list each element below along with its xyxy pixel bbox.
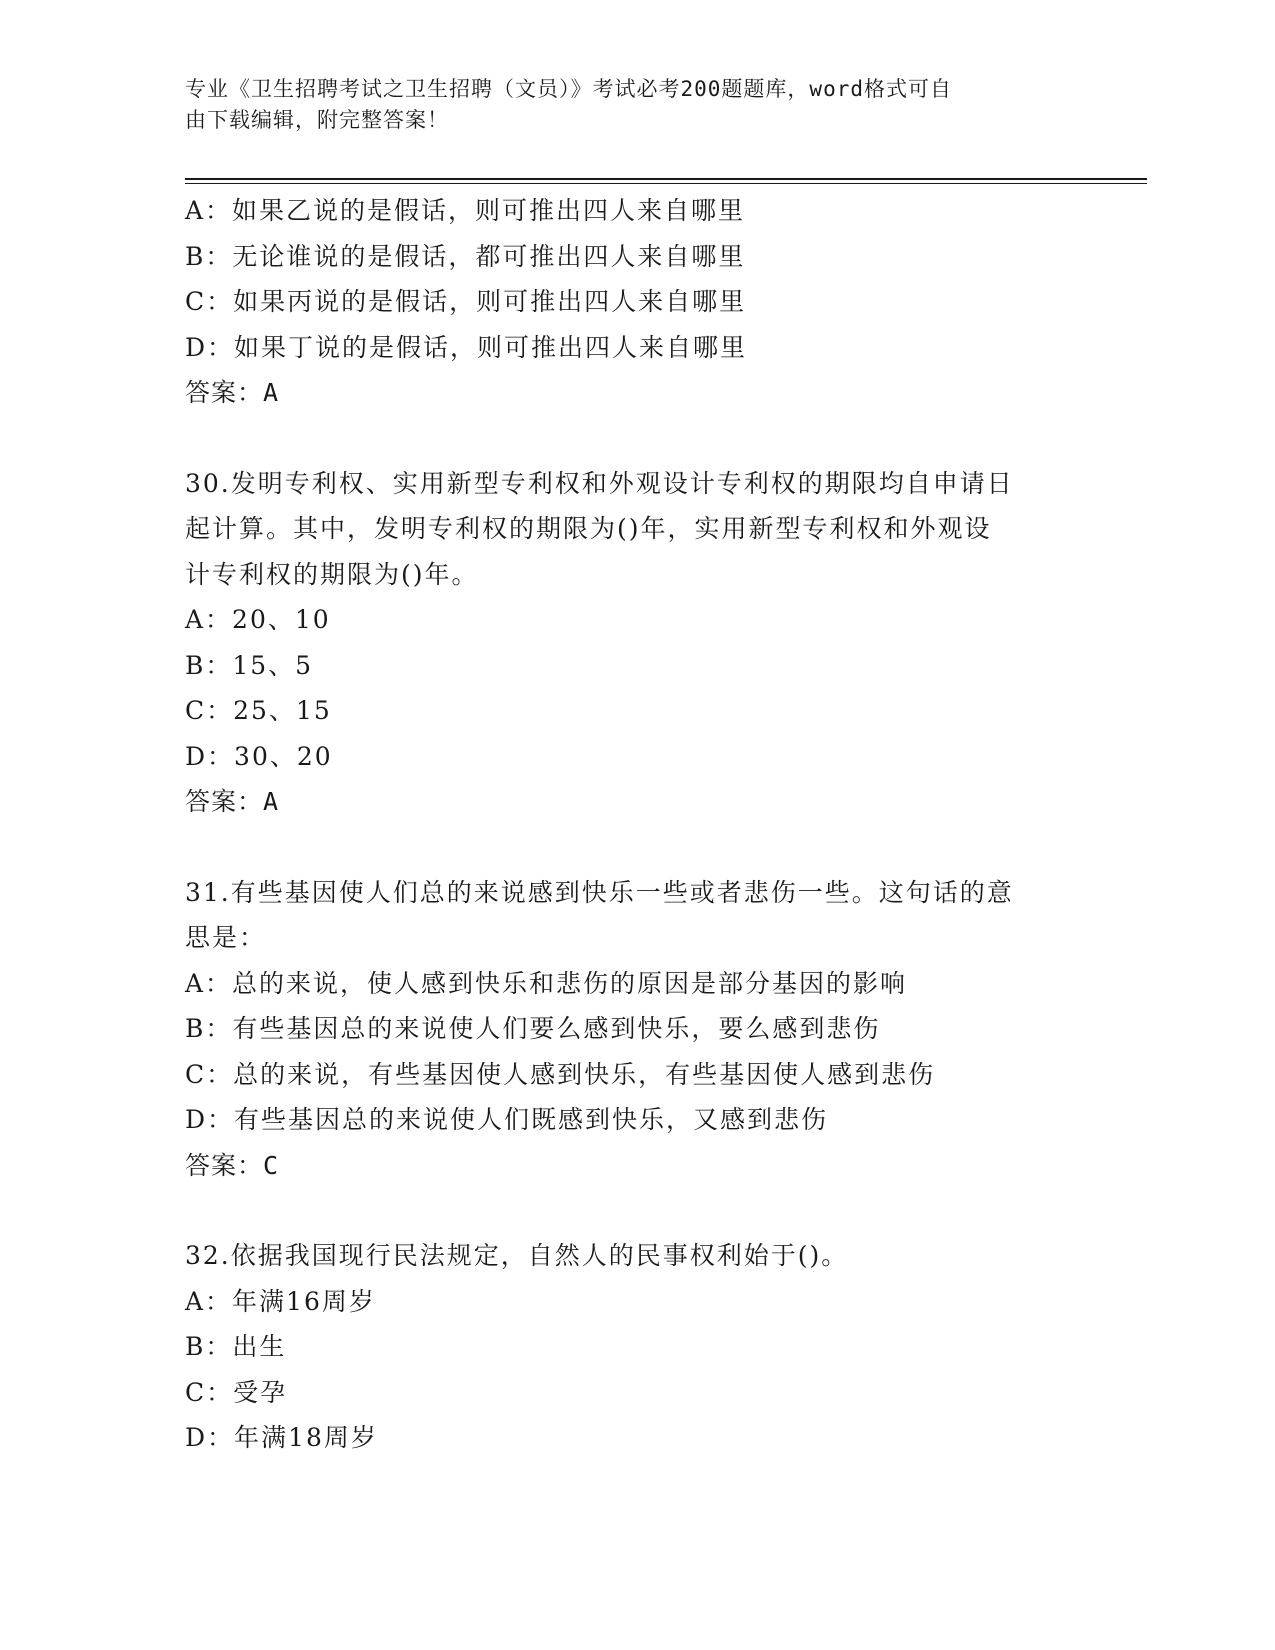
document-header [185, 74, 1085, 136]
question-31 [185, 870, 1085, 1189]
header-line-2: 由下载编辑，附完整答案！ [185, 108, 449, 132]
option-a: A：如果乙说的是假话，则可推出四人来自哪里 [185, 196, 746, 225]
question-list [185, 188, 1085, 1461]
option-b: B：15、5 [185, 650, 314, 680]
option-a: A：20、10 [185, 605, 331, 634]
option-c: C：总的来说，有些基因使人感到快乐，有些基因使人感到悲伤 [185, 1059, 936, 1089]
header-divider-thick [185, 178, 1147, 180]
answer-text: 答案：A [185, 787, 280, 816]
option-a: A：总的来说，使人感到快乐和悲伤的原因是部分基因的影响 [185, 968, 908, 998]
question-stem-line: 计专利权的期限为()年。 [185, 559, 479, 589]
question-stem-line: 起计算。其中，发明专利权的期限为()年，实用新型专利权和外观设 [185, 514, 992, 543]
answer-text: 答案：C [185, 1150, 280, 1180]
question-32 [185, 1233, 1085, 1461]
question-30 [185, 461, 1085, 825]
option-c: C：受孕 [185, 1377, 288, 1407]
option-d: D：30、20 [185, 741, 333, 771]
answer-text: 答案：A [185, 378, 280, 407]
option-c: C：如果丙说的是假话，则可推出四人来自哪里 [185, 287, 747, 316]
question-spacer [185, 825, 1085, 870]
header-divider-thin [185, 183, 1147, 184]
question-29 [185, 188, 1085, 416]
question-stem-line: 思是： [185, 923, 267, 952]
option-b: B：有些基因总的来说使人们要么感到快乐，要么感到悲伤 [185, 1014, 881, 1043]
option-d: D：有些基因总的来说使人们既感到快乐，又感到悲伤 [185, 1105, 829, 1134]
option-b: B：无论谁说的是假话，都可推出四人来自哪里 [185, 241, 746, 271]
question-stem-line: 30.发明专利权、实用新型专利权和外观设计专利权的期限均自申请日 [185, 468, 1014, 498]
option-d: D：年满18周岁 [185, 1423, 378, 1452]
question-stem-line: 32.依据我国现行民法规定，自然人的民事权利始于()。 [185, 1241, 849, 1270]
option-a: A：年满16周岁 [185, 1286, 376, 1316]
question-stem-line: 31.有些基因使人们总的来说感到快乐一些或者悲伤一些。这句话的意 [185, 877, 1014, 907]
question-spacer [185, 1188, 1085, 1233]
question-spacer [185, 416, 1085, 461]
option-b: B：出生 [185, 1332, 287, 1361]
header-line-1: 专业《卫生招聘考试之卫生招聘（文员）》考试必考200题题库，word格式可自 [185, 77, 952, 101]
option-d: D：如果丁说的是假话，则可推出四人来自哪里 [185, 332, 748, 362]
option-c: C：25、15 [185, 696, 332, 725]
